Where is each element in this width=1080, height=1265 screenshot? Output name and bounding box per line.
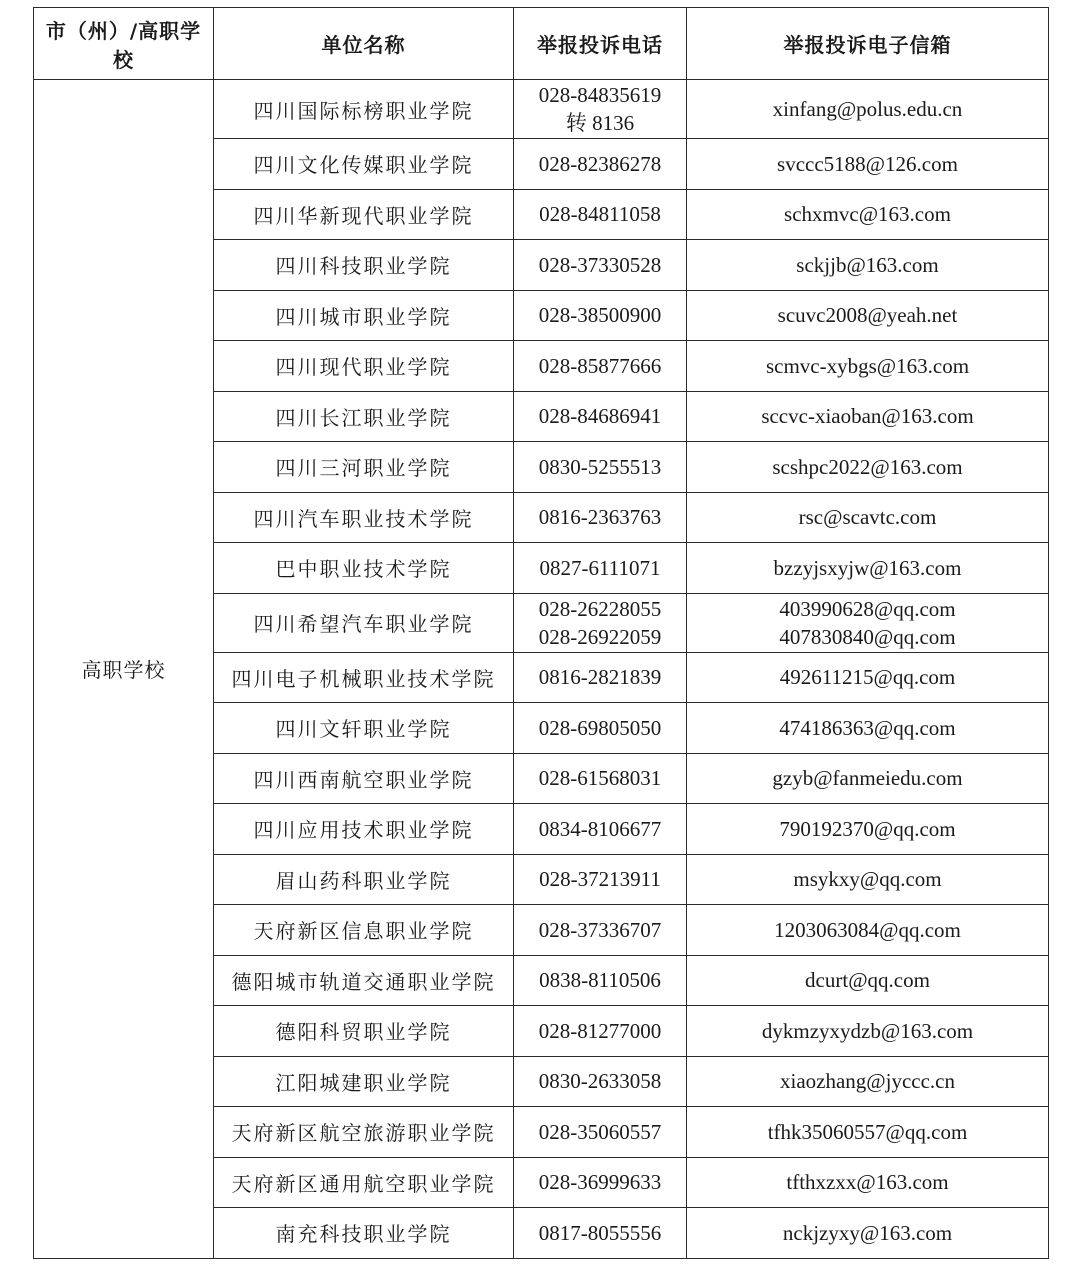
email-cell (687, 905, 1049, 956)
email-cell (687, 1157, 1049, 1208)
phone-cell (514, 1006, 687, 1057)
unit-name-cell: 四川城市职业学院 (214, 290, 514, 341)
phone-cell (514, 955, 687, 1006)
email-cell (687, 80, 1049, 139)
complaint-contact-table-container (33, 7, 1048, 1259)
unit-name-cell: 天府新区信息职业学院 (214, 905, 514, 956)
phone-number: 028-69805050 (538, 715, 662, 740)
email-cell (687, 341, 1049, 392)
phone-number: 0830-5255513 (538, 454, 662, 479)
unit-name-cell: 四川电子机械职业技术学院 (214, 652, 514, 703)
phone-cell (514, 442, 687, 493)
phone-cell (514, 290, 687, 341)
phone-number: 028-84811058 (539, 202, 661, 227)
unit-name-cell: 四川长江职业学院 (214, 391, 514, 442)
email-cell (687, 543, 1049, 594)
email-address: 474186363@qq.com (779, 715, 956, 740)
email-cell (687, 753, 1049, 804)
email-address: xinfang@polus.edu.cn (772, 97, 963, 121)
email-cell (687, 703, 1049, 754)
table-body (34, 80, 1049, 1259)
header-unit-name: 单位名称 (214, 8, 514, 80)
phone-cell (514, 341, 687, 392)
unit-name-cell: 天府新区通用航空职业学院 (214, 1157, 514, 1208)
phone-cell (514, 1208, 687, 1259)
unit-name-cell: 德阳科贸职业学院 (214, 1006, 514, 1057)
table-header-row (34, 8, 1049, 80)
header-phone: 举报投诉电话 (514, 8, 687, 80)
phone-cell (514, 1056, 687, 1107)
header-category: 市（州）/高职学校 (34, 8, 214, 80)
email-address: 1203063084@qq.com (774, 917, 961, 942)
phone-number: 0834-8106677 (538, 816, 662, 841)
email-cell (687, 1056, 1049, 1107)
email-cell (687, 189, 1049, 240)
phone-cell (514, 139, 687, 190)
phone-number: 028-84835619 (538, 83, 662, 107)
phone-cell (514, 593, 687, 652)
phone-cell (514, 240, 687, 291)
email-address: rsc@scavtc.com (798, 505, 937, 530)
email-address: dykmzyxydzb@163.com (761, 1018, 974, 1043)
unit-name-cell: 江阳城建职业学院 (214, 1056, 514, 1107)
phone-cell (514, 1107, 687, 1158)
unit-name-cell: 四川华新现代职业学院 (214, 189, 514, 240)
email-address: msykxy@qq.com (793, 867, 942, 892)
unit-name-cell: 四川文轩职业学院 (214, 703, 514, 754)
email-address: sccvc-xiaoban@163.com (761, 404, 974, 429)
email-cell (687, 854, 1049, 905)
email-address: 407830840@qq.com (779, 624, 956, 649)
phone-cell (514, 753, 687, 804)
unit-name-cell: 四川文化传媒职业学院 (214, 139, 514, 190)
phone-number: 028-61568031 (538, 766, 662, 791)
phone-number: 0827-6111071 (539, 555, 661, 580)
email-address: tfthxzxx@163.com (786, 1170, 949, 1195)
phone-number: 028-37213911 (539, 867, 661, 892)
phone-number: 028-26922059 (538, 624, 662, 649)
unit-name-cell: 四川国际标榜职业学院 (214, 80, 514, 139)
email-cell (687, 391, 1049, 442)
phone-number: 028-26228055 (538, 596, 662, 621)
email-address: sckjjb@163.com (796, 252, 939, 277)
phone-cell (514, 854, 687, 905)
email-cell (687, 1107, 1049, 1158)
unit-name-cell: 四川汽车职业技术学院 (214, 492, 514, 543)
phone-cell (514, 905, 687, 956)
email-cell (687, 1006, 1049, 1057)
phone-number: 028-82386278 (538, 151, 662, 176)
unit-name-cell: 眉山药科职业学院 (214, 854, 514, 905)
unit-name-cell: 四川科技职业学院 (214, 240, 514, 291)
email-address: 492611215@qq.com (779, 665, 956, 690)
phone-number: 028-38500900 (538, 303, 662, 328)
unit-name-cell: 南充科技职业学院 (214, 1208, 514, 1259)
email-cell (687, 492, 1049, 543)
email-address: nckjzyxy@163.com (782, 1220, 953, 1245)
unit-name-cell: 四川应用技术职业学院 (214, 804, 514, 855)
email-cell (687, 290, 1049, 341)
phone-number: 028-35060557 (538, 1119, 662, 1144)
unit-name-cell: 四川希望汽车职业学院 (214, 593, 514, 652)
phone-number: 0816-2363763 (538, 505, 662, 530)
email-address: scuvc2008@yeah.net (777, 303, 958, 328)
email-cell (687, 804, 1049, 855)
email-address: dcurt@qq.com (805, 968, 930, 993)
unit-name-cell: 巴中职业技术学院 (214, 543, 514, 594)
email-address: tfhk35060557@qq.com (767, 1119, 968, 1144)
email-address: gzyb@fanmeiedu.com (772, 766, 963, 791)
header-email: 举报投诉电子信箱 (687, 8, 1049, 80)
phone-number: 028-81277000 (538, 1018, 662, 1043)
email-address: bzzyjsxyjw@163.com (773, 555, 962, 580)
email-address: schxmvc@163.com (784, 202, 951, 227)
email-address: 403990628@qq.com (779, 596, 956, 621)
email-address: 790192370@qq.com (779, 816, 956, 841)
email-address: scmvc-xybgs@163.com (765, 353, 970, 378)
email-cell (687, 955, 1049, 1006)
phone-cell (514, 391, 687, 442)
table-row (34, 80, 1049, 139)
phone-cell (514, 492, 687, 543)
phone-number: 0816-2821839 (538, 665, 662, 690)
phone-cell (514, 652, 687, 703)
email-cell (687, 652, 1049, 703)
phone-cell (514, 804, 687, 855)
phone-number: 0830-2633058 (538, 1069, 662, 1094)
email-cell (687, 1208, 1049, 1259)
unit-name-cell: 四川西南航空职业学院 (214, 753, 514, 804)
email-address: xiaozhang@jyccc.cn (779, 1069, 955, 1094)
email-cell (687, 240, 1049, 291)
phone-cell (514, 703, 687, 754)
unit-name-cell: 四川三河职业学院 (214, 442, 514, 493)
phone-number: 028-36999633 (538, 1170, 662, 1195)
phone-cell (514, 543, 687, 594)
phone-number: 028-37336707 (538, 917, 662, 942)
email-cell (687, 593, 1049, 652)
unit-name-cell: 天府新区航空旅游职业学院 (214, 1107, 514, 1158)
phone-cell (514, 80, 687, 139)
email-cell (687, 139, 1049, 190)
phone-number: 0817-8055556 (538, 1220, 662, 1245)
unit-name-cell: 四川现代职业学院 (214, 341, 514, 392)
phone-number: 028-37330528 (538, 252, 662, 277)
phone-cell (514, 1157, 687, 1208)
email-cell (687, 442, 1049, 493)
phone-cell (514, 189, 687, 240)
phone-number: 转 8136 (565, 111, 635, 135)
email-address: scshpc2022@163.com (772, 454, 963, 479)
unit-name-cell: 德阳城市轨道交通职业学院 (214, 955, 514, 1006)
complaint-contact-table (33, 7, 1049, 1259)
phone-number: 028-85877666 (538, 353, 662, 378)
category-cell: 高职学校 (34, 80, 214, 1259)
email-address: svccc5188@126.com (777, 151, 958, 176)
phone-number: 0838-8110506 (539, 968, 661, 993)
phone-number: 028-84686941 (538, 404, 662, 429)
